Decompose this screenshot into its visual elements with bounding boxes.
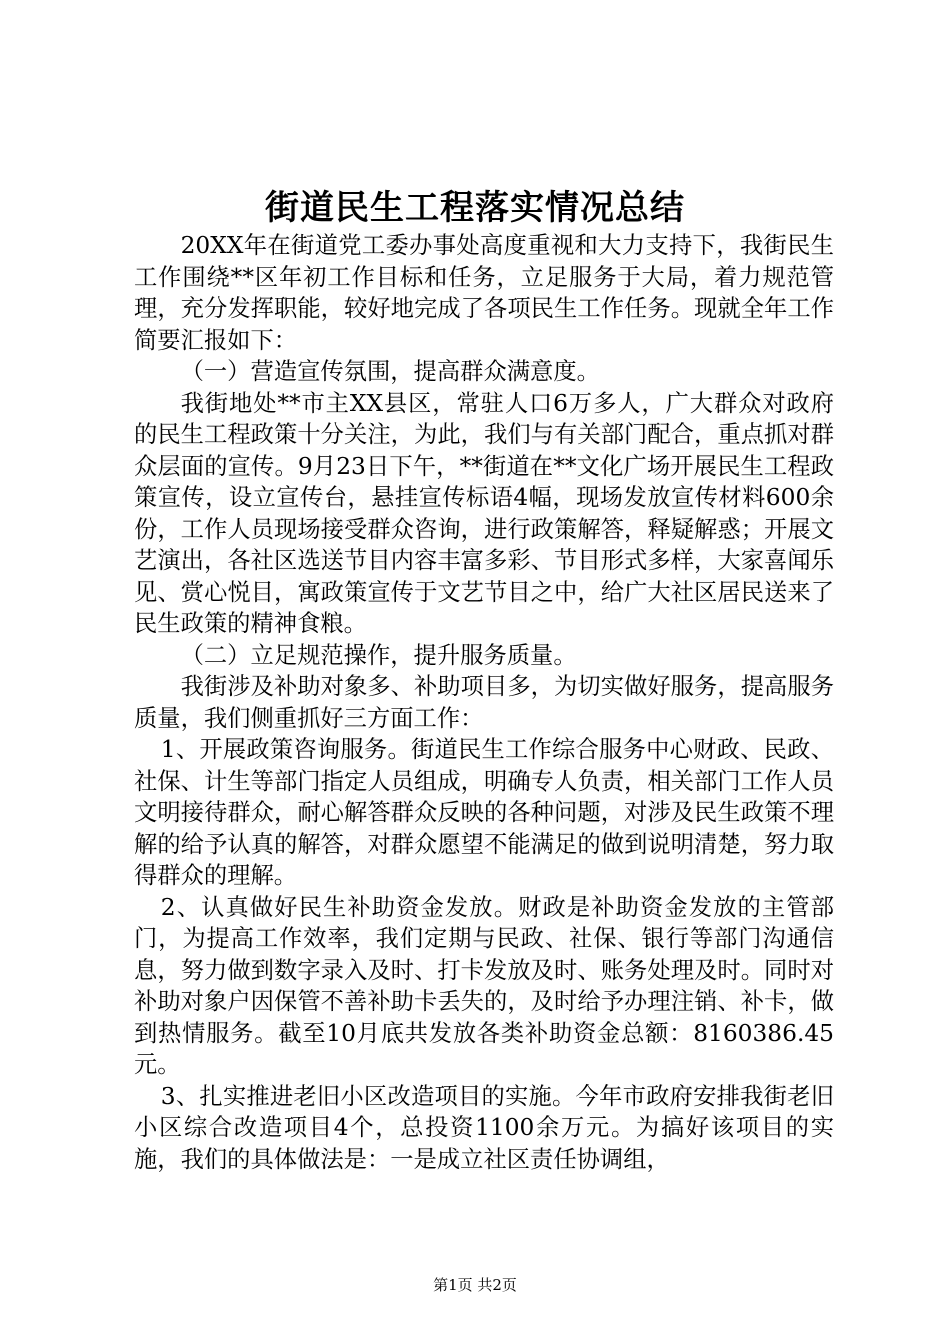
paragraph-intro: 20XX年在街道党工委办事处高度重视和大力支持下，我街民生工作围绕**区年初工作目标和任务，立足服务于大局，着力规范管理，充分发挥职能，较好地完成了各项民生工作任务。现就全年工作简要汇报如下： [134,232,834,354]
document-title: 街道民生工程落实情况总结 [265,188,685,228]
paragraph-service: 我街涉及补助对象多、补助项目多，为切实做好服务，提高服务质量，我们侧重抓好三方面工作： [134,673,834,732]
paragraph-publicity: 我街地处**市主XX县区，常驻人口6万多人，广大群众对政府的民生工程政策十分关注，为此，我们与有关部门配合，重点抓对群众层面的宣传。9月23日下午，**街道在**文化广场开展民生工程政策宣传，设立宣传台，悬挂宣传标语4幅，现场发放宣传材料600余份，工作人员现场接受群众咨询，进行政策解答，释疑解惑；开展文艺演出，各社区选送节目内容丰富多彩、节目形式多样，大家喜闻乐见、赏心悦目，寓政策宣传于文艺节目之中，给广大社区居民送来了民生政策的精神食粮。 [134,389,834,637]
paragraph-item-2: 2、认真做好民生补助资金发放。财政是补助资金发放的主管部门，为提高工作效率，我们定期与民政、社保、银行等部门沟通信息，努力做到数字录入及时、打卡发放及时、账务处理及时。同时对补助对象户因保管不善补助卡丢失的，及时给予办理注销、补卡，做到热情服务。截至10月底共发放各类补助资金总额：8160386.45元。 [134,893,834,1078]
section-heading-2: （二）立足规范操作，提升服务质量。 [180,641,577,669]
document-body [134,230,834,1175]
paragraph-item-1: 1、开展政策咨询服务。街道民生工作综合服务中心财政、民政、社保、计生等部门指定人员组成，明确专人负责，相关部门工作人员文明接待群众，耐心解答群众反映的各种问题，对涉及民生政策不理解的给予认真的解答，对群众愿望不能满足的做到说明清楚，努力取得群众的理解。 [134,736,834,889]
page-footer: 第1页 共2页 [433,1276,517,1294]
paragraph-item-3: 3、扎实推进老旧小区改造项目的实施。今年市政府安排我街老旧小区综合改造项目4个，总投资1100余万元。为搞好该项目的实施，我们的具体做法是：一是成立社区责任协调组， [134,1082,834,1173]
section-heading-1: （一）营造宣传氛围，提高群众满意度。 [180,358,600,385]
